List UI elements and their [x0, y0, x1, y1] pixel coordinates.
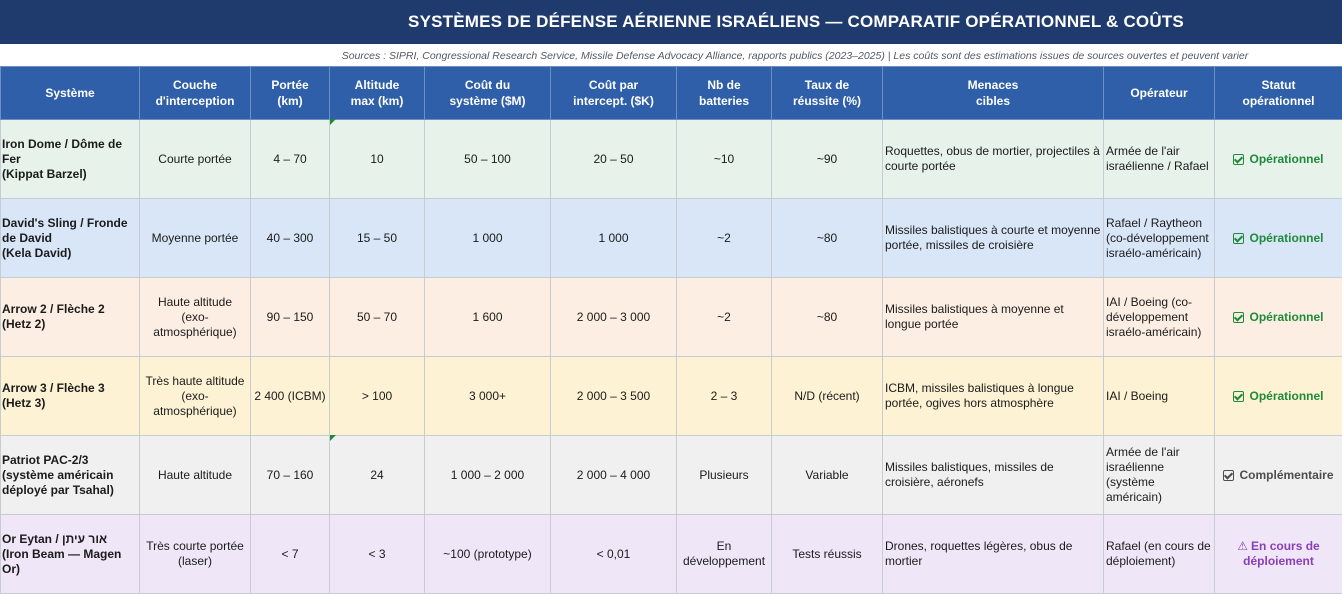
batteries-cell[interactable]: ~10 — [677, 120, 772, 199]
altitude-cell[interactable]: 15 – 50 — [330, 199, 425, 278]
threats-cell[interactable]: ICBM, missiles balistiques à longue portée, ogives hors atmosphère — [883, 357, 1104, 436]
status-label: Complémentaire — [1239, 468, 1333, 482]
cost-intercept-cell[interactable]: 1 000 — [551, 199, 677, 278]
check-box-icon — [1223, 470, 1234, 481]
sources-note: Sources : SIPRI, Congressional Research Service, Missile Defense Advocacy Alliance, rapports publics (2023–2025) | Les coûts sont des estimations issues de sources ouvertes et peuvent varier — [0, 46, 1342, 66]
status-label: En cours de déploiement — [1243, 539, 1320, 568]
operator-cell[interactable]: IAI / Boeing (co-développement israélo-américain) — [1104, 278, 1215, 357]
success-cell[interactable]: ~90 — [772, 120, 883, 199]
layer-cell[interactable]: Moyenne portée — [140, 199, 251, 278]
range-cell[interactable]: 4 – 70 — [251, 120, 330, 199]
system-cell[interactable]: Arrow 2 / Flèche 2 (Hetz 2) — [1, 278, 140, 357]
range-cell[interactable]: 70 – 160 — [251, 436, 330, 515]
operator-cell[interactable]: IAI / Boeing — [1104, 357, 1215, 436]
cell-comment-marker[interactable] — [330, 435, 336, 441]
check-box-icon — [1233, 154, 1244, 165]
header-cost-system[interactable]: Coût du système ($M) — [425, 67, 551, 120]
cell-comment-marker[interactable] — [330, 119, 336, 125]
batteries-cell[interactable]: En développement — [677, 515, 772, 594]
range-cell[interactable]: 90 – 150 — [251, 278, 330, 357]
construction-icon: ⚠ — [1237, 539, 1248, 554]
table-body — [1, 120, 1342, 594]
cost-system-cell[interactable]: 1 600 — [425, 278, 551, 357]
operator-cell[interactable]: Armée de l'air israélienne / Rafael — [1104, 120, 1215, 199]
range-cell[interactable]: 2 400 (ICBM) — [251, 357, 330, 436]
altitude-cell[interactable]: 10 — [330, 120, 425, 199]
batteries-cell[interactable]: Plusieurs — [677, 436, 772, 515]
altitude-cell[interactable]: 50 – 70 — [330, 278, 425, 357]
system-cell[interactable]: David's Sling / Fronde de David (Kela David) — [1, 199, 140, 278]
altitude-cell[interactable]: 24 — [330, 436, 425, 515]
cost-system-cell[interactable]: ~100 (prototype) — [425, 515, 551, 594]
layer-cell[interactable]: Très courte portée (laser) — [140, 515, 251, 594]
status-label: Opérationnel — [1249, 310, 1323, 324]
batteries-cell[interactable]: ~2 — [677, 199, 772, 278]
cost-system-cell[interactable]: 1 000 – 2 000 — [425, 436, 551, 515]
cost-system-cell[interactable]: 1 000 — [425, 199, 551, 278]
cost-system-cell[interactable]: 50 – 100 — [425, 120, 551, 199]
operator-cell[interactable]: Armée de l'air israélienne (système américain) — [1104, 436, 1215, 515]
header-success[interactable]: Taux de réussite (%) — [772, 67, 883, 120]
batteries-cell[interactable]: ~2 — [677, 278, 772, 357]
cost-intercept-cell[interactable]: 2 000 – 3 000 — [551, 278, 677, 357]
status-cell[interactable] — [1215, 436, 1342, 515]
threats-cell[interactable]: Drones, roquettes légères, obus de mortier — [883, 515, 1104, 594]
table-row — [1, 199, 1342, 278]
cost-intercept-cell[interactable]: < 0,01 — [551, 515, 677, 594]
status-label: Opérationnel — [1249, 152, 1323, 166]
cost-intercept-cell[interactable]: 20 – 50 — [551, 120, 677, 199]
altitude-cell[interactable]: < 3 — [330, 515, 425, 594]
altitude-cell[interactable]: > 100 — [330, 357, 425, 436]
table-row — [1, 278, 1342, 357]
status-cell[interactable] — [1215, 120, 1342, 199]
success-cell[interactable]: N/D (récent) — [772, 357, 883, 436]
header-threats[interactable]: Menaces cibles — [883, 67, 1104, 120]
success-cell[interactable]: ~80 — [772, 278, 883, 357]
header-batteries[interactable]: Nb de batteries — [677, 67, 772, 120]
header-row — [1, 67, 1342, 120]
operator-cell[interactable]: Rafael (en cours de déploiement) — [1104, 515, 1215, 594]
system-cell[interactable]: Iron Dome / Dôme de Fer (Kippat Barzel) — [1, 120, 140, 199]
success-cell[interactable]: ~80 — [772, 199, 883, 278]
check-box-icon — [1233, 391, 1244, 402]
batteries-cell[interactable]: 2 – 3 — [677, 357, 772, 436]
success-cell[interactable]: Variable — [772, 436, 883, 515]
cost-intercept-cell[interactable]: 2 000 – 4 000 — [551, 436, 677, 515]
header-altitude[interactable]: Altitude max (km) — [330, 67, 425, 120]
layer-cell[interactable]: Courte portée — [140, 120, 251, 199]
operator-cell[interactable]: Rafael / Raytheon (co-développement israélo-américain) — [1104, 199, 1215, 278]
layer-cell[interactable]: Haute altitude — [140, 436, 251, 515]
cost-intercept-cell[interactable]: 2 000 – 3 500 — [551, 357, 677, 436]
page-title: SYSTÈMES DE DÉFENSE AÉRIENNE ISRAÉLIENS — COMPARATIF OPÉRATIONNEL & COÛTS — [0, 0, 1342, 44]
header-operator[interactable]: Opérateur — [1104, 67, 1215, 120]
table-row — [1, 357, 1342, 436]
range-cell[interactable]: < 7 — [251, 515, 330, 594]
layer-cell[interactable]: Haute altitude (exo-atmosphérique) — [140, 278, 251, 357]
header-cost-intercept[interactable]: Coût par intercept. ($K) — [551, 67, 677, 120]
status-label: Opérationnel — [1249, 389, 1323, 403]
check-box-icon — [1233, 233, 1244, 244]
layer-cell[interactable]: Très haute altitude (exo-atmosphérique) — [140, 357, 251, 436]
status-cell[interactable] — [1215, 278, 1342, 357]
check-box-icon — [1233, 312, 1244, 323]
header-range[interactable]: Portée (km) — [251, 67, 330, 120]
table-row — [1, 120, 1342, 199]
system-cell[interactable]: Arrow 3 / Flèche 3 (Hetz 3) — [1, 357, 140, 436]
success-cell[interactable]: Tests réussis — [772, 515, 883, 594]
threats-cell[interactable]: Missiles balistiques à courte et moyenne portée, missiles de croisière — [883, 199, 1104, 278]
table-row — [1, 515, 1342, 594]
header-status[interactable]: Statut opérationnel — [1215, 67, 1342, 120]
header-system[interactable]: Système — [1, 67, 140, 120]
range-cell[interactable]: 40 – 300 — [251, 199, 330, 278]
header-layer[interactable]: Couche d'interception — [140, 67, 251, 120]
cost-system-cell[interactable]: 3 000+ — [425, 357, 551, 436]
status-label: Opérationnel — [1249, 231, 1323, 245]
threats-cell[interactable]: Roquettes, obus de mortier, projectiles à courte portée — [883, 120, 1104, 199]
threats-cell[interactable]: Missiles balistiques à moyenne et longue portée — [883, 278, 1104, 357]
system-cell[interactable]: Or Eytan / אור עיתן (Iron Beam — Magen Or) — [1, 515, 140, 594]
threats-cell[interactable]: Missiles balistiques, missiles de croisière, aéronefs — [883, 436, 1104, 515]
title-bar — [0, 0, 1342, 44]
status-cell[interactable] — [1215, 357, 1342, 436]
system-cell[interactable]: Patriot PAC-2/3 (système américain déployé par Tsahal) — [1, 436, 140, 515]
status-cell[interactable] — [1215, 515, 1342, 594]
comparison-table — [0, 66, 1342, 594]
status-cell[interactable] — [1215, 199, 1342, 278]
table-row — [1, 436, 1342, 515]
